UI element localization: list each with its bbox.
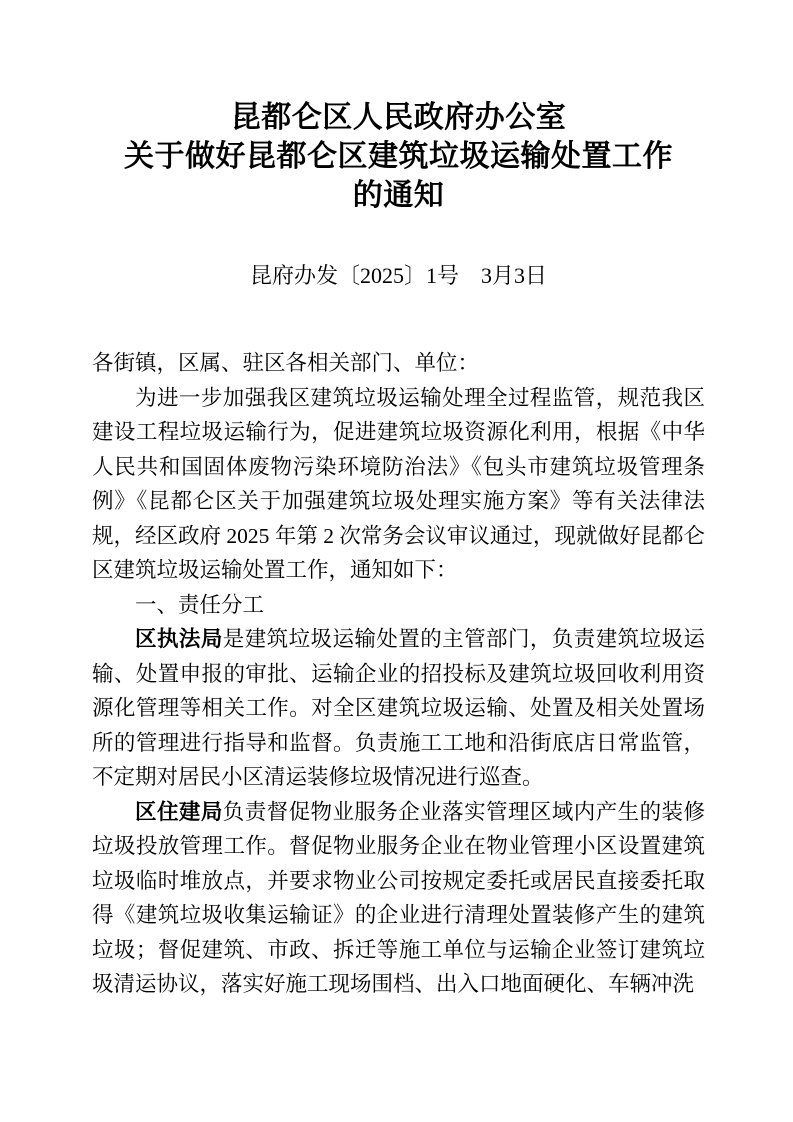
title-line-1: 昆都仑区人民政府办公室 [230, 101, 567, 134]
document-body [92, 346, 705, 1002]
paragraph-law-enforcement-bureau [92, 622, 705, 795]
title-line-3: 的通知 [352, 179, 445, 212]
bold-lead-law-enforcement-bureau: 区执法局 [135, 627, 223, 651]
paragraph-housing-text: 负责督促物业服务企业落实管理区域内产生的装修垃圾投放管理工作。督促物业服务企业在物业管理小区设置建筑垃圾临时堆放点，并要求物业公司按规定委托或居民直接委托取得《建筑垃圾收集运输证》的企业进行清理处置装修产生的建筑垃圾；督促建筑、市政、拆迁等施工单位与运输企业签订建筑垃圾清运协议，落实好施工现场围档、出入口地面硬化、车辆冲洗 [92, 799, 705, 996]
salutation: 各街镇，区属、驻区各相关部门、单位： [92, 351, 480, 375]
section-heading-responsibility: 一、责任分工 [135, 592, 265, 617]
title-line-2: 关于做好昆都仑区建筑垃圾运输处置工作 [124, 140, 673, 173]
bold-lead-housing-bureau: 区住建局 [135, 799, 223, 824]
paragraph-law-enforcement-text: 是建筑垃圾运输处置的主管部门，负责建筑垃圾运输、处置申报的审批、运输企业的招投标及建筑垃圾回收利用资源化管理等相关工作。对全区建筑垃圾运输、处置及相关处置场所的管理进行指导和监督。负责施工工地和沿街底店日常监管，不定期对居民小区清运装修垃圾情况进行巡查。 [92, 627, 705, 789]
paragraph-intro: 为进一步加强我区建筑垃圾运输处理全过程监管，规范我区建设工程垃圾运输行为，促进建筑垃圾资源化利用，根据《中华人民共和国固体废物污染环境防治法》《包头市建筑垃圾管理条例》《昆都仑区关于加强建筑垃圾处理实施方案》等有关法律法规，经区政府 2025 年第 2 次常务会议审议通过，现就做好昆都仑区建筑垃圾运输处置工作，通知如下： [92, 385, 705, 582]
document-title [92, 98, 705, 215]
paragraph-housing-bureau [92, 795, 705, 1002]
doc-number-line: 昆府办发〔2025〕1号 3月3日 [249, 263, 547, 288]
